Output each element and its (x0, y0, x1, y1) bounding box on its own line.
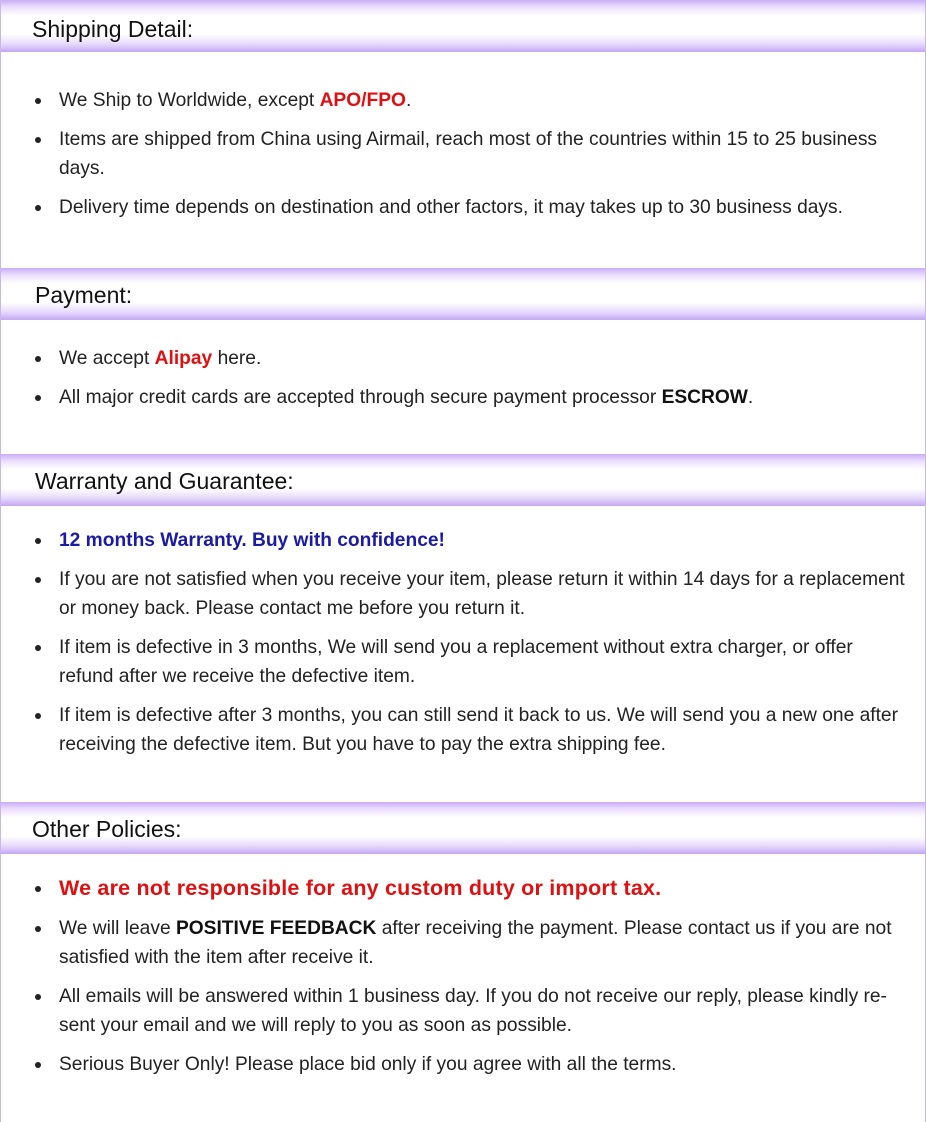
warranty-header (1, 454, 925, 506)
bullet-icon (35, 137, 41, 143)
bullet-icon (35, 98, 41, 104)
payment-title: Payment: (35, 282, 133, 308)
bullet-icon (35, 713, 41, 719)
bullet-icon (35, 395, 41, 401)
bullet-icon (35, 645, 41, 651)
warranty-highlight: 12 months Warranty. Buy with confidence! (59, 530, 445, 551)
alipay-highlight: Alipay (154, 348, 213, 369)
escrow-highlight: ESCROW (661, 387, 748, 408)
bullet-icon (35, 926, 41, 932)
shipping-list (1, 86, 925, 222)
bullet-icon (35, 538, 41, 544)
payment-header (1, 268, 925, 320)
custom-duty-warning: We are not responsible for any custom duty or import tax. (59, 876, 662, 900)
list-item: Delivery time depends on destination and other factors, it may takes up to 30 business days. (1, 193, 925, 222)
bullet-icon (35, 205, 41, 211)
other-header (1, 802, 925, 854)
warranty-list (1, 526, 925, 759)
list-item: Serious Buyer Only! Please place bid only if you agree with all the terms. (1, 1050, 925, 1079)
apo-fpo-highlight: APO/FPO (319, 90, 406, 111)
bullet-icon (35, 1062, 41, 1068)
other-list (1, 874, 925, 1079)
shipping-header (1, 0, 925, 52)
shipping-title: Shipping Detail: (32, 16, 194, 42)
list-item: We Ship to Worldwide, except APO/FPO. (1, 86, 925, 115)
bullet-icon (35, 577, 41, 583)
other-title: Other Policies: (32, 816, 182, 842)
list-item (1, 526, 925, 555)
list-item: We accept Alipay here. (1, 344, 925, 373)
warranty-title: Warranty and Guarantee: (35, 468, 294, 494)
positive-feedback-highlight: POSITIVE FEEDBACK (175, 918, 377, 939)
list-item: All major credit cards are accepted through secure payment processor ESCROW. (1, 383, 925, 412)
list-item: Items are shipped from China using Airmail, reach most of the countries within 15 to 25 business days. (1, 125, 925, 183)
list-item: If item is defective after 3 months, you can still send it back to us. We will send you a new one after receiving the defective item. But you have to pay the extra shipping fee. (1, 701, 925, 759)
list-item: We will leave POSITIVE FEEDBACK after receiving the payment. Please contact us if you are not satisfied with the item after receive it. (1, 914, 925, 972)
bullet-icon (35, 356, 41, 362)
bullet-icon (35, 886, 41, 892)
list-item (1, 874, 925, 904)
bullet-icon (35, 994, 41, 1000)
list-item: If item is defective in 3 months, We will send you a replacement without extra charger, or offer refund after we receive the defective item. (1, 633, 925, 691)
list-item: If you are not satisfied when you receive your item, please return it within 14 days for a replacement or money back. Please contact me before you return it. (1, 565, 925, 623)
list-item: All emails will be answered within 1 business day. If you do not receive our reply, please kindly re-sent your email and we will reply to you as soon as possible. (1, 982, 925, 1040)
payment-list (1, 344, 925, 412)
